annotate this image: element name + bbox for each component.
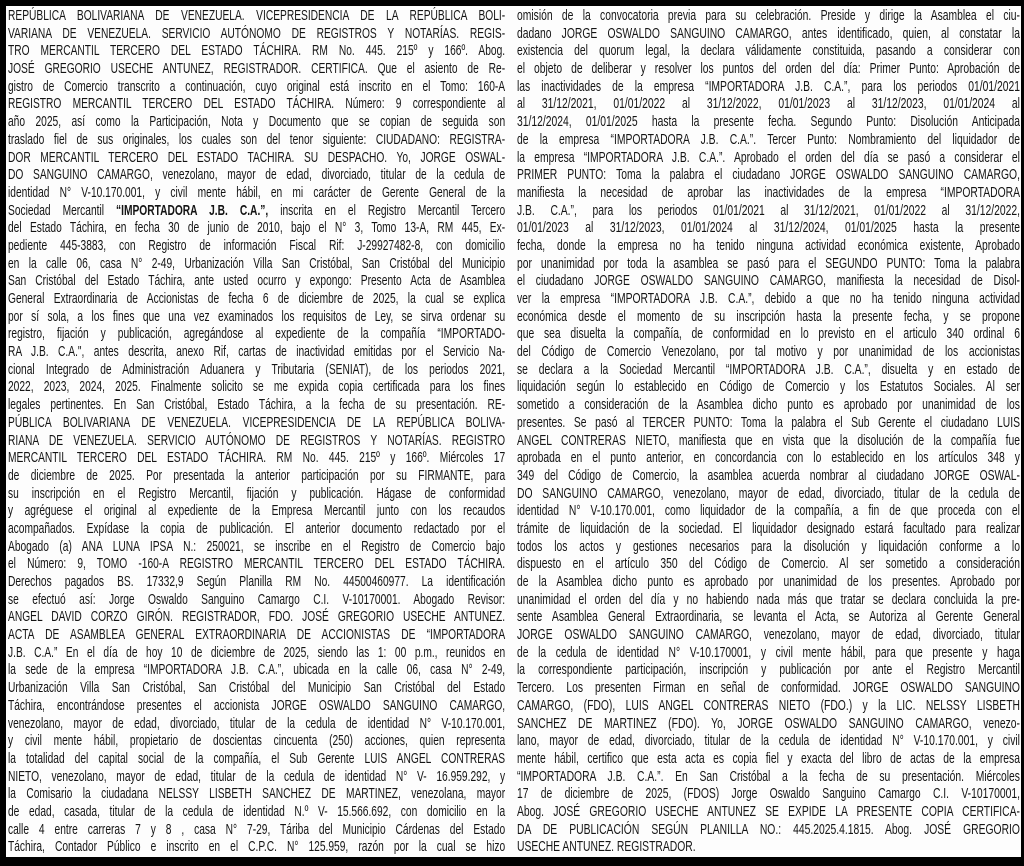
text-line: “IMPORTADORA J.B. C.A.”. En San Cristóbal a la fecha de su presentación. Miércoles bbox=[517, 767, 1020, 785]
text-line: el ciudadano JORGE OSWALDO SANGUINO CAMARGO, manifiesta la necesidad de Disol- bbox=[517, 272, 1020, 290]
text-line: y civil mente hábil, propietario de doscientas cincuenta (250) acciones, quien representa bbox=[8, 732, 506, 750]
text-line: la correspondiente participación, inscripción y publicación por ante el Registro Mercantil bbox=[517, 661, 1020, 679]
text-line: JOSÉ GREGORIO USECHE ANTUNEZ, REGISTRADOR. CERTIFICA. Que el asiento de Re- bbox=[8, 60, 506, 78]
text-line: se efectuó así: Jorge Oswaldo Sanguino Camargo C.I. V-10170001. Abogado Revisor: bbox=[8, 590, 506, 608]
text-line: de diciembre de 2025. Por presentada la anterior participación por su FIRMANTE, para bbox=[8, 466, 506, 484]
text-line: 349 del Código de Comercio, la asamblea acuerda nombrar al ciudadano JORGE OSWAL- bbox=[517, 466, 1020, 484]
text-line: venezolano, mayor de edad, divorciado, titular de la cedula de identidad N° V-10.170.001, bbox=[8, 714, 506, 732]
text-line: General Extraordinaria de Accionistas de fecha 6 de diciembre de 2025, la cual se explica bbox=[8, 290, 506, 307]
text-line: acompañados. Expídase la copia de publicación. El anterior documento redactado por el bbox=[8, 519, 506, 537]
text-line: la totalidad del capital social de la compañía, el Sub Gerente LUIS ANGEL CONTRERAS bbox=[8, 749, 506, 767]
text-line: año 2025, así como la Participación, Nota y Documento que se copian de seguida son bbox=[8, 113, 506, 131]
text-line: Táchira, encontrándose presentes el accionista JORGE OSWALDO SANGUINO CAMARGO, bbox=[8, 696, 506, 714]
text-line: MERCANTIL TERCERO DEL ESTADO TÁCHIRA. RM No. 445. 215º y 166º. Miércoles 17 bbox=[8, 449, 506, 467]
text-line: de la cedula de identidad N° V-10.170001, y civil mente hábil, para que presente y haga bbox=[517, 643, 1020, 661]
text-line: PRIMER PUNTO: Toma la palabra el ciudadano JORGE OSWALDO SANGUINO CAMARGO, bbox=[517, 166, 1020, 184]
text-line: cional Integrado de Administración Aduanera y Tributaria (SENIAT), de los periodos 2021, bbox=[8, 360, 506, 378]
text-line: liquidación según lo establecido en Código de Comercio y los Estatutos Sociales. Al ser bbox=[517, 378, 1020, 396]
text-line: SANCHEZ DE MARTINEZ (FDO). Yo, JORGE OSWALDO SANGUINO CAMARGO, venezo- bbox=[517, 714, 1020, 732]
text-line: dispuesto en el artículo 350 del Código de Comercio. Al ser sometido a consideración bbox=[517, 555, 1020, 573]
text-line: sometido a consideración de la Asamblea dicho punto es aprobado por unanimidad de los bbox=[517, 396, 1020, 414]
text-line: sente Asamblea General Extraordinaria, se levanta el Acta, se Autoriza al Gerente General bbox=[517, 608, 1020, 626]
text-line: y agréguese el original al expediente de la Empresa Mercantil junto con los recaudos bbox=[8, 502, 506, 520]
text-line: NIETO, venezolano, mayor de edad, titular de la cedula de identidad N° V- 16.959.292, y bbox=[8, 767, 506, 785]
text-line: por sí sola, a los fines que una vez examinados los requisitos de Ley, se sirva ordenar su bbox=[8, 307, 506, 325]
text-line: VARIANA DE VENEZUELA. SERVICIO AUTÓNOMO DE REGISTROS Y NOTARÍAS. REGIS- bbox=[8, 24, 506, 42]
text-line: DO SANGUINO CAMARGO, venezolano, mayor de edad, divorciado, titular de la cedula de bbox=[8, 166, 506, 184]
text-line: que sea disuelta la compañía, de conformidad en lo previsto en el articulo 340 ordinal 6 bbox=[517, 325, 1020, 343]
text-line: ACTA DE ASAMBLEA GENERAL EXTRAORDINARIA DE ACCIONISTAS DE “IMPORTADORA bbox=[8, 626, 506, 644]
text-line: la empresa “IMPORTADORA J.B. C.A.”. Aprobado el orden del día se pasó a considerar el bbox=[517, 148, 1020, 166]
text-line: económica desde el momento de su inscripción hasta la presente fecha, y se propone bbox=[517, 307, 1020, 325]
text-line: Sociedad Mercantil “IMPORTADORA J.B. C.A.”, inscrita en el Registro Mercantil Tercero bbox=[8, 201, 506, 219]
text-line: USECHE ANTUNEZ. REGISTRADOR. bbox=[517, 838, 696, 856]
text-line: las inactividades de la empresa “IMPORTADORA J.B. C.A.”, para los periodos 01/01/2021 bbox=[517, 77, 1020, 95]
text-line: DOR MERCANTIL TERCERO DEL ESTADO TACHIRA. SU DESPACHO. Yo, JORGE OSWAL- bbox=[8, 148, 506, 166]
text-column-right bbox=[517, 7, 1024, 856]
text-line: calle 4 entre carreras 7 y 8 , casa N° 7-29, Táriba del Municipio Cárdenas del Estado bbox=[8, 820, 506, 838]
text-line: identidad N° V-10.170.001, como liquidador de la compañía, a fin de que proceda con el bbox=[517, 502, 1020, 520]
text-line: el Número: 9, TOMO -160-A REGISTRO MERCANTIL TERCERO DEL ESTADO TÁCHIRA. bbox=[8, 555, 506, 573]
text-line: Táchira, Contador Público e inscrito en el C.P.C. N° 125.959, razón por la cual se hizo bbox=[8, 838, 506, 856]
text-line: la Comisario la ciudadana NELSSY LISBETH SANCHEZ DE MARTINEZ, venezolana, mayor bbox=[8, 785, 506, 803]
text-line: 31/12/2024, 01/01/2025 hasta la presente fecha. Segundo Punto: Disolución Anticipada bbox=[517, 113, 1020, 131]
text-line: presentes. Se pasó al TERCER PUNTO: Toma la palabra el Sub Gerente el ciudadano LUIS bbox=[517, 413, 1020, 431]
text-line: DA DE PUBLICACIÓN SEGÚN PLANILLA NO.: 445.2025.4.1815. Abog. JOSÉ GREGORIO bbox=[517, 820, 1020, 838]
text-line: por unanimidad por toda la asamblea se pasó para el SEGUNDO PUNTO: Toma la palabra bbox=[517, 254, 1020, 272]
text-column-left-content bbox=[8, 7, 505, 856]
text-line: Abogado (a) ANA LUNA IPSA N.: 250021, se inscribe en el Registro de Comercio bajo bbox=[8, 537, 506, 555]
text-line: trámite de liquidación de la sociedad. El liquidador designado estará facultado para realizar bbox=[517, 519, 1020, 537]
text-line: Urbanización Villa San Cristóbal, San Cristóbal del Municipio San Cristóbal del Estado bbox=[8, 679, 506, 697]
text-line: de la Asamblea dicho punto es aprobado por unanimidad de los presentes. Aprobado por bbox=[517, 573, 1020, 590]
text-line: TRO MERCANTIL TERCERO DEL ESTADO TÁCHIRA. RM No. 445. 215º y 166º. Abog. bbox=[8, 42, 506, 60]
text-line: mente hábil, certifico que esta acta es copia fiel y exacta del libro de actas de la empresa bbox=[517, 749, 1020, 767]
text-line: fecha, donde la empresa no ha tenido ninguna actividad económica existente, Aprobado bbox=[517, 236, 1020, 254]
text-line: existencia del quorum legal, la declara válidamente constituida, pasando a considerar con bbox=[517, 42, 1020, 60]
text-line: manifiesta la necesidad de aprobar las inactividades de la empresa “IMPORTADORA bbox=[517, 183, 1020, 201]
text-line: DO SANGUINO CAMARGO, venezolano, mayor de edad, divorciado, titular de la cedula de bbox=[517, 484, 1020, 502]
text-line: se declara a la Sociedad Mercantil “IMPORTADORA J.B. C.A.”, disuelta y en estado de bbox=[517, 360, 1020, 378]
text-line: de la empresa “IMPORTADORA J.B. C.A.”. Tercer Punto: Nombramiento del liquidador de bbox=[517, 130, 1020, 148]
text-line: JORGE OSWALDO SANGUINO CAMARGO, venezolano, mayor de edad, divorciado, titular bbox=[517, 626, 1020, 644]
text-line: del Estado Táchira, en fecha 30 de junio de 2010, bajo el N° 3, Tomo 13-A, RM 445, Ex- bbox=[8, 219, 506, 237]
text-line: gistro de Comercio transcrito a continuación, cuyo original está inscrito en el Tomo: 160-A bbox=[8, 77, 506, 95]
text-line: del Código de Comercio Venezolano, por tal motivo y por unanimidad de los accionistas bbox=[517, 343, 1020, 361]
text-line: unanimidad el orden del día y no habiendo nada más que tratar se declara concluida la pre- bbox=[517, 590, 1020, 608]
text-line: PÚBLICA BOLIVARIANA DE VENEZUELA. VICEPRESIDENCIA DE LA REPÚBLICA BOLIVA- bbox=[8, 413, 506, 431]
text-line: Abog. JOSÉ GREGORIO USECHE ANTUNEZ SE EXPIDE LA PRESENTE COPIA CERTIFICA- bbox=[517, 802, 1020, 820]
text-line: ANGEL DAVID CORZO GIRÓN. REGISTRADOR, FDO. JOSÉ GREGORIO USECHE ANTUNEZ. bbox=[8, 608, 506, 626]
text-line: ANGEL CONTRERAS NIETO, manifiesta que en vista que la disolución de la compañía fue bbox=[517, 431, 1020, 449]
text-line: omisión de la convocatoria previa para su celebración. Preside y dirige la Asamblea el ciu- bbox=[517, 7, 1020, 24]
text-line: la sede de la empresa “IMPORTADORA J.B. C.A.”, ubicada en la calle 06, casa N° 2-49, bbox=[8, 661, 506, 679]
text-line: pediente 445-3883, con Registro de información Fiscal Rif: J-29927482-8, con domicilio bbox=[8, 236, 506, 254]
text-line: J.B. C.A.” En el día de hoy 10 de diciembre de 2025, siendo las 1: 00 p.m., reunidos en bbox=[8, 643, 506, 661]
text-line: RA J.B. C.A.", antes descrita, anexo Rif, cartas de inactividad emitidas por el Servicio Na- bbox=[8, 343, 506, 361]
text-line: de edad, casada, titular de la cedula de identidad N.º V- 15.566.692, con domicilio en la bbox=[8, 802, 506, 820]
text-line: todos los actos y gestiones necesarios para la disolución y liquidación conforme a lo bbox=[517, 537, 1020, 555]
text-column-right-content bbox=[517, 7, 1020, 856]
text-line: al 31/12/2021, 01/01/2022 al 31/12/2022, 01/01/2023 al 31/12/2023, 01/01/2024 al bbox=[517, 95, 1020, 113]
text-line: lano, mayor de edad, divorciado, titular de la cedula de identidad N° V-10.170.001, y civil bbox=[517, 732, 1020, 750]
text-line: CAMARGO, (FDO), LUIS ANGEL CONTRERAS NIETO (FDO.) y la LIC. NELSSY LISBETH bbox=[517, 696, 1020, 714]
text-line: Tercero. Los presenten Firman en señal de conformidad. JORGE OSWALDO SANGUINO bbox=[517, 679, 1020, 697]
text-line: Derechos pagados BS. 17332,9 Según Planilla RM No. 44500460977. La identificación bbox=[8, 573, 506, 590]
text-line: legales pertinentes. En San Cristóbal, Estado Táchira, a la fecha de su presentación. RE- bbox=[8, 396, 506, 414]
text-line: 2022, 2023, 2024, 2025. Finalmente solicito se me expida copia certificada para los fines bbox=[8, 378, 506, 396]
text-line: identidad N° V-10.170.001, y civil mente hábil, en mi carácter de Gerente General de la bbox=[8, 183, 506, 201]
text-line: 01/01/2023 al 31/12/2023, 01/01/2024 al 31/12/2024, 01/01/2025 hasta la presente bbox=[517, 219, 1020, 237]
text-line: RIANA DE VENEZUELA. SERVICIO AUTÓNOMO DE REGISTROS Y NOTARÍAS. REGISTRO bbox=[8, 431, 506, 449]
text-line: el objeto de deliberar y resolver los puntos del orden del día: Primer Punto: Aprobación de bbox=[517, 60, 1020, 78]
text-line: J.B. C.A.”, para los periodos 01/01/2021 al 31/12/2021, 01/01/2022 al 31/12/2022, bbox=[517, 201, 1020, 219]
text-line: ver la empresa “IMPORTADORA J.B. C.A.”, debido a que no ha tenido ninguna actividad bbox=[517, 290, 1020, 307]
text-line: dadano JORGE OSWALDO SANGUINO CAMARGO, antes identificado, quien, al constatar la bbox=[517, 24, 1020, 42]
text-line: su inscripción en el Registro Mercantil, fijación y publicación. Hágase de conformidad bbox=[8, 484, 506, 502]
text-line: 17 de diciembre de 2025, (FDOS) Jorge Oswaldo Sanguino Camargo C.I. V-10170001, bbox=[517, 785, 1020, 803]
text-line: traslado fiel de sus originales, los cuales son del tenor siguiente: CIUDADANO: REGISTRA- bbox=[8, 130, 506, 148]
text-line: aprobada en el punto anterior, en concordancia con lo establecido en los artículos 348 y bbox=[517, 449, 1020, 467]
text-line: REGISTRO MERCANTIL TERCERO DEL ESTADO TÁCHIRA. Número: 9 correspondiente al bbox=[8, 95, 506, 113]
text-line: San Cristóbal del Estado Táchira, ante usted ocurro y expongo: Presento Acta de Asamblea bbox=[8, 272, 506, 290]
text-line: en la calle 06, casa N° 2-49, Urbanización Villa San Cristóbal, San Cristóbal del Municipio bbox=[8, 254, 506, 272]
text-line: REPÚBLICA BOLIVARIANA DE VENEZUELA. VICEPRESIDENCIA DE LA REPÚBLICA BOLI- bbox=[8, 7, 506, 24]
text-line: registro, fijación y publicación, agregándose al expediente de la compañía “IMPORTADO- bbox=[8, 325, 506, 343]
